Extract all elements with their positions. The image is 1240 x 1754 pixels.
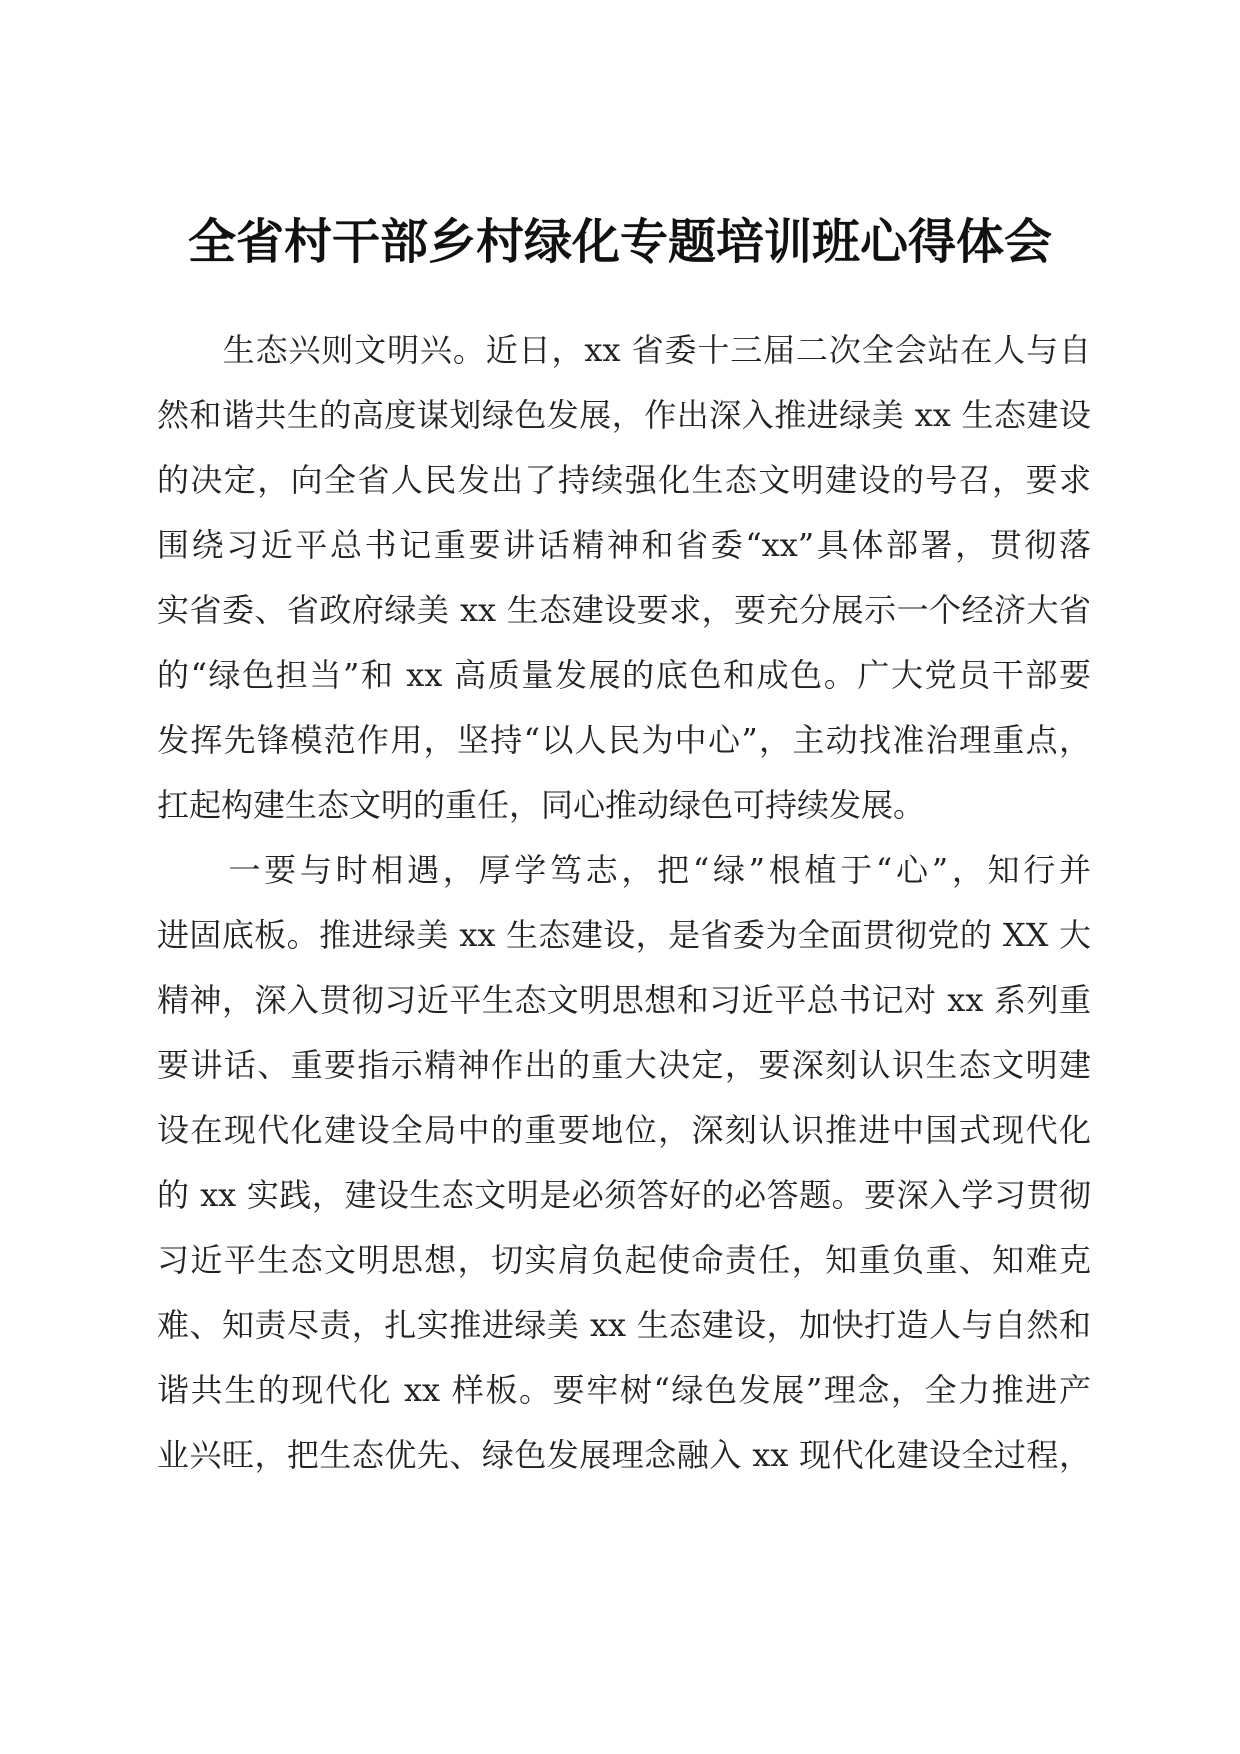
text-line: 发挥先锋模范作用，坚持“以人民为中心”，主动找准治理重点， [157,721,1091,759]
text-line: 设在现代化建设全局中的重要地位，深刻认识推进中国式现代化 [157,1111,1091,1149]
text-line: 生态兴则文明兴。近日，xx 省委十三届二次全会站在人与自 [157,331,1091,369]
text-line: 要讲话、重要指示精神作出的重大决定，要深刻认识生态文明建 [157,1046,1091,1084]
text-line: 的决定，向全省人民发出了持续强化生态文明建设的号召，要求 [157,461,1091,499]
text-line: 习近平生态文明思想，切实肩负起使命责任，知重负重、知难克 [157,1241,1091,1279]
text-line: 难、知责尽责，扎实推进绿美 xx 生态建设，加快打造人与自然和 [157,1306,1091,1344]
paragraph-1 [157,318,1091,838]
text-line: 扛起构建生态文明的重任，同心推动绿色可持续发展。 [157,786,926,824]
text-line: 实省委、省政府绿美 xx 生态建设要求，要充分展示一个经济大省 [157,591,1091,629]
document-body [157,318,1091,1488]
text-line: 的 xx 实践，建设生态文明是必须答好的必答题。要深入学习贯彻 [157,1176,1091,1214]
text-line: 然和谐共生的高度谋划绿色发展，作出深入推进绿美 xx 生态建设 [157,396,1091,434]
text-line: 精神，深入贯彻习近平生态文明思想和习近平总书记对 xx 系列重 [157,981,1091,1019]
paragraph-2 [157,838,1091,1488]
text-line: 业兴旺，把生态优先、绿色发展理念融入 xx 现代化建设全过程， [157,1436,1091,1474]
text-line: 的“绿色担当”和 xx 高质量发展的底色和成色。广大党员干部要 [157,656,1091,694]
text-line: 围绕习近平总书记重要讲话精神和省委“xx”具体部署，贯彻落 [157,526,1091,564]
text-line: 一要与时相遇，厚学笃志，把“绿”根植于“心”，知行并 [157,851,1091,889]
document-title: 全省村干部乡村绿化专题培训班心得体会 [187,214,1052,270]
text-line: 进固底板。推进绿美 xx 生态建设，是省委为全面贯彻党的 XX 大 [157,916,1091,954]
text-line: 谐共生的现代化 xx 样板。要牢树“绿色发展”理念，全力推进产 [157,1371,1091,1409]
